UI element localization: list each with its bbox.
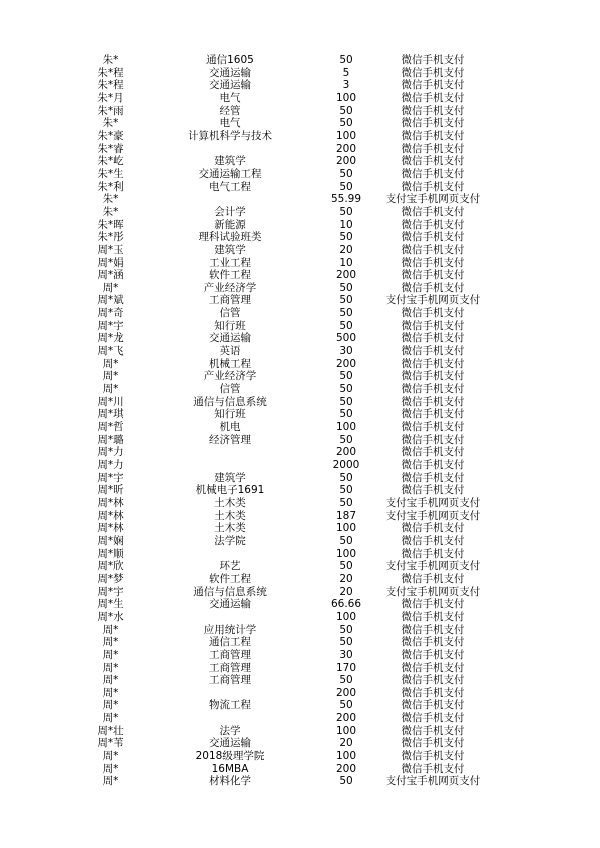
donation-amount: 200 — [335, 155, 357, 168]
donation-list — [0, 54, 600, 788]
donor-major: 理科试验班类 — [198, 231, 262, 244]
donor-name: 朱* — [102, 193, 119, 206]
donor-name: 周*哲 — [97, 421, 124, 434]
donor-name: 朱*月 — [97, 91, 124, 104]
donor-major: 电气 — [219, 91, 241, 104]
donation-amount: 200 — [335, 357, 357, 370]
donation-amount: 170 — [335, 661, 357, 674]
donation-amount: 50 — [339, 433, 353, 446]
donation-amount: 50 — [339, 180, 353, 193]
donor-major: 建筑学 — [214, 243, 246, 256]
payment-method: 微信手机支付 — [401, 66, 465, 79]
payment-method: 微信手机支付 — [401, 129, 465, 142]
donor-major: 产业经济学 — [203, 370, 257, 383]
payment-method: 微信手机支付 — [401, 155, 465, 168]
donor-major: 交通运输 — [209, 79, 251, 92]
list-item — [0, 674, 600, 687]
donation-amount: 200 — [335, 269, 357, 282]
list-item — [0, 636, 600, 649]
donation-amount: 100 — [335, 91, 357, 104]
donation-amount: 50 — [339, 167, 353, 180]
payment-method: 微信手机支付 — [401, 332, 465, 345]
donor-name: 周* — [102, 357, 119, 370]
donor-name: 周*水 — [97, 610, 124, 623]
list-item — [0, 193, 600, 206]
payment-method: 微信手机支付 — [401, 623, 465, 636]
list-item — [0, 143, 600, 156]
list-item — [0, 282, 600, 295]
donation-amount: 50 — [339, 674, 353, 687]
donor-major: 土木类 — [214, 509, 246, 522]
donor-major: 土木类 — [214, 496, 246, 509]
list-item — [0, 535, 600, 548]
list-item — [0, 408, 600, 421]
payment-method: 微信手机支付 — [401, 370, 465, 383]
donor-major: 软件工程 — [209, 572, 251, 585]
donation-amount: 3 — [342, 79, 350, 92]
donation-amount: 100 — [335, 724, 357, 737]
payment-method: 微信手机支付 — [401, 712, 465, 725]
list-item — [0, 725, 600, 738]
payment-method: 微信手机支付 — [401, 180, 465, 193]
donor-name: 周*斌 — [97, 294, 124, 307]
donation-amount: 50 — [339, 471, 353, 484]
list-item — [0, 358, 600, 371]
donor-name: 周*力 — [97, 446, 124, 459]
list-item — [0, 699, 600, 712]
donation-amount: 50 — [339, 775, 353, 788]
donor-major: 经管 — [219, 104, 241, 117]
list-item — [0, 370, 600, 383]
donor-name: 周*力 — [97, 459, 124, 471]
donor-major: 应用统计学 — [203, 623, 257, 636]
list-item — [0, 117, 600, 130]
payment-method: 微信手机支付 — [401, 484, 465, 497]
list-item — [0, 472, 600, 485]
list-item — [0, 763, 600, 776]
list-item — [0, 737, 600, 750]
donor-major: 工业工程 — [209, 256, 251, 269]
payment-method: 微信手机支付 — [401, 269, 465, 282]
list-item — [0, 206, 600, 219]
payment-method: 微信手机支付 — [401, 661, 465, 674]
list-item — [0, 649, 600, 662]
donor-name: 周*苇 — [97, 737, 124, 750]
payment-method: 微信手机支付 — [401, 433, 465, 446]
payment-method: 微信手机支付 — [401, 357, 465, 370]
donation-amount: 50 — [339, 534, 353, 547]
donor-major: 通信与信息系统 — [193, 585, 267, 598]
list-item — [0, 269, 600, 282]
payment-method: 微信手机支付 — [401, 724, 465, 737]
donor-major: 环艺 — [219, 560, 241, 573]
donor-name: 周* — [102, 383, 119, 396]
payment-method: 支付宝手机网页支付 — [385, 496, 481, 509]
payment-method: 微信手机支付 — [401, 167, 465, 180]
donation-amount: 50 — [339, 699, 353, 712]
donor-major: 通信1605 — [206, 54, 254, 66]
payment-method: 微信手机支付 — [401, 459, 465, 471]
donor-major: 经济管理 — [209, 433, 251, 446]
payment-method: 微信手机支付 — [401, 79, 465, 92]
donation-amount: 50 — [339, 117, 353, 130]
list-item — [0, 67, 600, 80]
donor-major: 电气 — [219, 117, 241, 130]
donor-name: 朱*睿 — [97, 142, 124, 155]
payment-method: 微信手机支付 — [401, 408, 465, 421]
payment-method: 微信手机支付 — [401, 686, 465, 699]
list-item — [0, 383, 600, 396]
payment-method: 微信手机支付 — [401, 117, 465, 130]
payment-method: 微信手机支付 — [401, 446, 465, 459]
list-item — [0, 522, 600, 535]
donation-amount: 200 — [335, 762, 357, 775]
list-item — [0, 155, 600, 168]
list-item — [0, 560, 600, 573]
payment-method: 微信手机支付 — [401, 142, 465, 155]
payment-method: 微信手机支付 — [401, 699, 465, 712]
donor-major: 信管 — [219, 307, 241, 320]
donor-major: 工商管理 — [209, 661, 251, 674]
payment-method: 微信手机支付 — [401, 218, 465, 231]
payment-method: 微信手机支付 — [401, 750, 465, 763]
donation-amount: 50 — [339, 370, 353, 383]
donor-major: 交通运输 — [209, 66, 251, 79]
donor-name: 周*梦 — [97, 572, 124, 585]
list-item — [0, 573, 600, 586]
payment-method: 微信手机支付 — [401, 281, 465, 294]
donation-amount: 50 — [339, 496, 353, 509]
donor-name: 朱*雨 — [97, 104, 124, 117]
donor-name: 周* — [102, 636, 119, 649]
donation-amount: 10 — [339, 218, 353, 231]
donor-name: 周*涵 — [97, 269, 124, 282]
donor-name: 周*壮 — [97, 724, 124, 737]
donor-major: 法学院 — [214, 534, 246, 547]
list-item — [0, 130, 600, 143]
donor-name: 周*顺 — [97, 547, 124, 560]
donor-name: 周*娴 — [97, 534, 124, 547]
donor-major: 知行班 — [214, 408, 246, 421]
donor-name: 周* — [102, 648, 119, 661]
donation-amount: 20 — [339, 585, 353, 598]
payment-method: 微信手机支付 — [401, 598, 465, 611]
donation-amount: 50 — [339, 395, 353, 408]
donor-major: 建筑学 — [214, 471, 246, 484]
donor-name: 周*琪 — [97, 408, 124, 421]
donation-amount: 100 — [335, 610, 357, 623]
list-item — [0, 219, 600, 232]
donor-name: 周*璐 — [97, 433, 124, 446]
donor-name: 周* — [102, 623, 119, 636]
donation-amount: 50 — [339, 408, 353, 421]
donor-major: 交通运输工程 — [198, 167, 262, 180]
donor-name: 朱*彤 — [97, 231, 124, 244]
donor-major: 机电 — [219, 421, 241, 434]
list-item — [0, 687, 600, 700]
donor-major: 英语 — [219, 345, 241, 358]
payment-method: 微信手机支付 — [401, 762, 465, 775]
donor-major: 工商管理 — [209, 648, 251, 661]
payment-method: 微信手机支付 — [401, 319, 465, 332]
donation-amount: 20 — [339, 737, 353, 750]
donor-name: 朱*利 — [97, 180, 124, 193]
donor-name: 周* — [102, 281, 119, 294]
list-item — [0, 586, 600, 599]
payment-method: 支付宝手机网页支付 — [385, 294, 481, 307]
donor-major: 机械工程 — [209, 357, 251, 370]
donor-name: 周*飞 — [97, 345, 124, 358]
donor-name: 朱*程 — [97, 79, 124, 92]
donation-amount: 200 — [335, 142, 357, 155]
donor-name: 周*宇 — [97, 471, 124, 484]
donor-major: 法学 — [219, 724, 241, 737]
donor-name: 朱*生 — [97, 167, 124, 180]
donation-amount: 50 — [339, 231, 353, 244]
donor-major: 软件工程 — [209, 269, 251, 282]
donor-name: 周* — [102, 661, 119, 674]
donation-amount: 50 — [339, 294, 353, 307]
donor-major: 新能源 — [214, 218, 246, 231]
payment-method: 微信手机支付 — [401, 572, 465, 585]
list-item — [0, 244, 600, 257]
payment-method: 微信手机支付 — [401, 383, 465, 396]
payment-method: 微信手机支付 — [401, 345, 465, 358]
donor-name: 朱* — [102, 117, 119, 130]
list-item — [0, 446, 600, 459]
payment-method: 微信手机支付 — [401, 547, 465, 560]
list-item — [0, 168, 600, 181]
donation-amount: 500 — [335, 332, 357, 345]
donor-major: 产业经济学 — [203, 281, 257, 294]
donor-name: 周*宇 — [97, 585, 124, 598]
list-item — [0, 307, 600, 320]
donation-amount: 50 — [339, 307, 353, 320]
donor-name: 周*奇 — [97, 307, 124, 320]
donor-major: 16MBA — [211, 762, 249, 775]
donor-major: 交通运输 — [209, 332, 251, 345]
donor-major: 建筑学 — [214, 155, 246, 168]
list-item — [0, 181, 600, 194]
list-item — [0, 257, 600, 270]
list-item — [0, 434, 600, 447]
list-item — [0, 345, 600, 358]
donation-amount: 5 — [342, 66, 350, 79]
payment-method: 微信手机支付 — [401, 610, 465, 623]
donor-major: 工商管理 — [209, 294, 251, 307]
donor-name: 周* — [102, 686, 119, 699]
donor-name: 朱*程 — [97, 66, 124, 79]
payment-method: 微信手机支付 — [401, 471, 465, 484]
donation-amount: 55.99 — [330, 193, 362, 206]
list-item — [0, 459, 600, 472]
donation-amount: 30 — [339, 648, 353, 661]
list-item — [0, 510, 600, 523]
donor-name: 周* — [102, 699, 119, 712]
donation-amount: 20 — [339, 572, 353, 585]
donor-major: 计算机科学与技术 — [188, 129, 272, 142]
payment-method: 微信手机支付 — [401, 421, 465, 434]
donation-amount: 30 — [339, 345, 353, 358]
donor-major: 物流工程 — [209, 699, 251, 712]
donor-name: 朱*豪 — [97, 129, 124, 142]
donation-amount: 187 — [335, 509, 357, 522]
donor-name: 周* — [102, 750, 119, 763]
donor-name: 朱* — [102, 54, 119, 66]
list-item — [0, 92, 600, 105]
donor-name: 周* — [102, 712, 119, 725]
list-item — [0, 320, 600, 333]
list-item — [0, 421, 600, 434]
donation-amount: 50 — [339, 636, 353, 649]
donation-amount: 50 — [339, 484, 353, 497]
donor-name: 周* — [102, 674, 119, 687]
donation-amount: 50 — [339, 319, 353, 332]
donor-major: 信管 — [219, 383, 241, 396]
donor-name: 周* — [102, 762, 119, 775]
payment-method: 微信手机支付 — [401, 737, 465, 750]
donation-amount: 100 — [335, 522, 357, 535]
list-item — [0, 611, 600, 624]
donor-major: 机械电子1691 — [195, 484, 265, 497]
donation-amount: 100 — [335, 547, 357, 560]
list-item — [0, 332, 600, 345]
donation-amount: 100 — [335, 750, 357, 763]
donor-major: 通信与信息系统 — [193, 395, 267, 408]
donation-amount: 50 — [339, 383, 353, 396]
payment-method: 微信手机支付 — [401, 243, 465, 256]
donation-amount: 200 — [335, 446, 357, 459]
donation-amount: 200 — [335, 712, 357, 725]
payment-method: 微信手机支付 — [401, 648, 465, 661]
list-item — [0, 79, 600, 92]
donation-amount: 50 — [339, 623, 353, 636]
donation-amount: 50 — [339, 104, 353, 117]
donation-amount: 50 — [339, 54, 353, 66]
donation-amount: 50 — [339, 205, 353, 218]
donation-amount: 10 — [339, 256, 353, 269]
payment-method: 支付宝手机网页支付 — [385, 585, 481, 598]
payment-method: 微信手机支付 — [401, 674, 465, 687]
list-item — [0, 548, 600, 561]
payment-method: 微信手机支付 — [401, 205, 465, 218]
list-item — [0, 662, 600, 675]
payment-method: 微信手机支付 — [401, 534, 465, 547]
donor-major: 通信工程 — [209, 636, 251, 649]
payment-method: 微信手机支付 — [401, 522, 465, 535]
donor-major: 材料化学 — [209, 775, 251, 788]
donor-name: 周* — [102, 370, 119, 383]
donor-name: 周*林 — [97, 509, 124, 522]
donor-major: 工商管理 — [209, 674, 251, 687]
payment-method: 微信手机支付 — [401, 104, 465, 117]
list-item — [0, 775, 600, 788]
donor-major: 交通运输 — [209, 598, 251, 611]
list-item — [0, 231, 600, 244]
list-item — [0, 484, 600, 497]
list-item — [0, 624, 600, 637]
donor-name: 周*玉 — [97, 243, 124, 256]
payment-method: 微信手机支付 — [401, 395, 465, 408]
payment-method: 微信手机支付 — [401, 307, 465, 320]
donor-major: 电气工程 — [209, 180, 251, 193]
payment-method: 微信手机支付 — [401, 91, 465, 104]
list-item — [0, 396, 600, 409]
donor-major: 会计学 — [214, 205, 246, 218]
list-item — [0, 598, 600, 611]
donor-name: 周*川 — [97, 395, 124, 408]
donor-name: 周*昕 — [97, 484, 124, 497]
donor-name: 周*欣 — [97, 560, 124, 573]
list-item — [0, 750, 600, 763]
donor-major: 交通运输 — [209, 737, 251, 750]
donor-name: 周*娟 — [97, 256, 124, 269]
payment-method: 微信手机支付 — [401, 256, 465, 269]
donor-name: 朱*晖 — [97, 218, 124, 231]
donor-name: 周*林 — [97, 522, 124, 535]
list-item — [0, 105, 600, 118]
donor-name: 周*宇 — [97, 319, 124, 332]
payment-method: 支付宝手机网页支付 — [385, 509, 481, 522]
payment-method: 支付宝手机网页支付 — [385, 775, 481, 788]
list-item — [0, 294, 600, 307]
donor-major: 2018级理学院 — [195, 750, 265, 763]
donor-name: 朱* — [102, 205, 119, 218]
donor-name: 朱*屹 — [97, 155, 124, 168]
payment-method: 微信手机支付 — [401, 636, 465, 649]
payment-method: 支付宝手机网页支付 — [385, 560, 481, 573]
donor-major: 知行班 — [214, 319, 246, 332]
donation-amount: 100 — [335, 129, 357, 142]
payment-method: 微信手机支付 — [401, 231, 465, 244]
donation-amount: 66.66 — [330, 598, 362, 611]
list-item — [0, 54, 600, 67]
donation-amount: 50 — [339, 281, 353, 294]
list-item — [0, 497, 600, 510]
donation-amount: 2000 — [332, 459, 360, 471]
donor-name: 周*生 — [97, 598, 124, 611]
list-item — [0, 712, 600, 725]
donor-major: 土木类 — [214, 522, 246, 535]
donor-name: 周*龙 — [97, 332, 124, 345]
donation-amount: 200 — [335, 686, 357, 699]
donation-amount: 100 — [335, 421, 357, 434]
donor-name: 周*林 — [97, 496, 124, 509]
donor-name: 周* — [102, 775, 119, 788]
donation-amount: 20 — [339, 243, 353, 256]
donation-amount: 50 — [339, 560, 353, 573]
payment-method: 支付宝手机网页支付 — [385, 193, 481, 206]
payment-method: 微信手机支付 — [401, 54, 465, 66]
